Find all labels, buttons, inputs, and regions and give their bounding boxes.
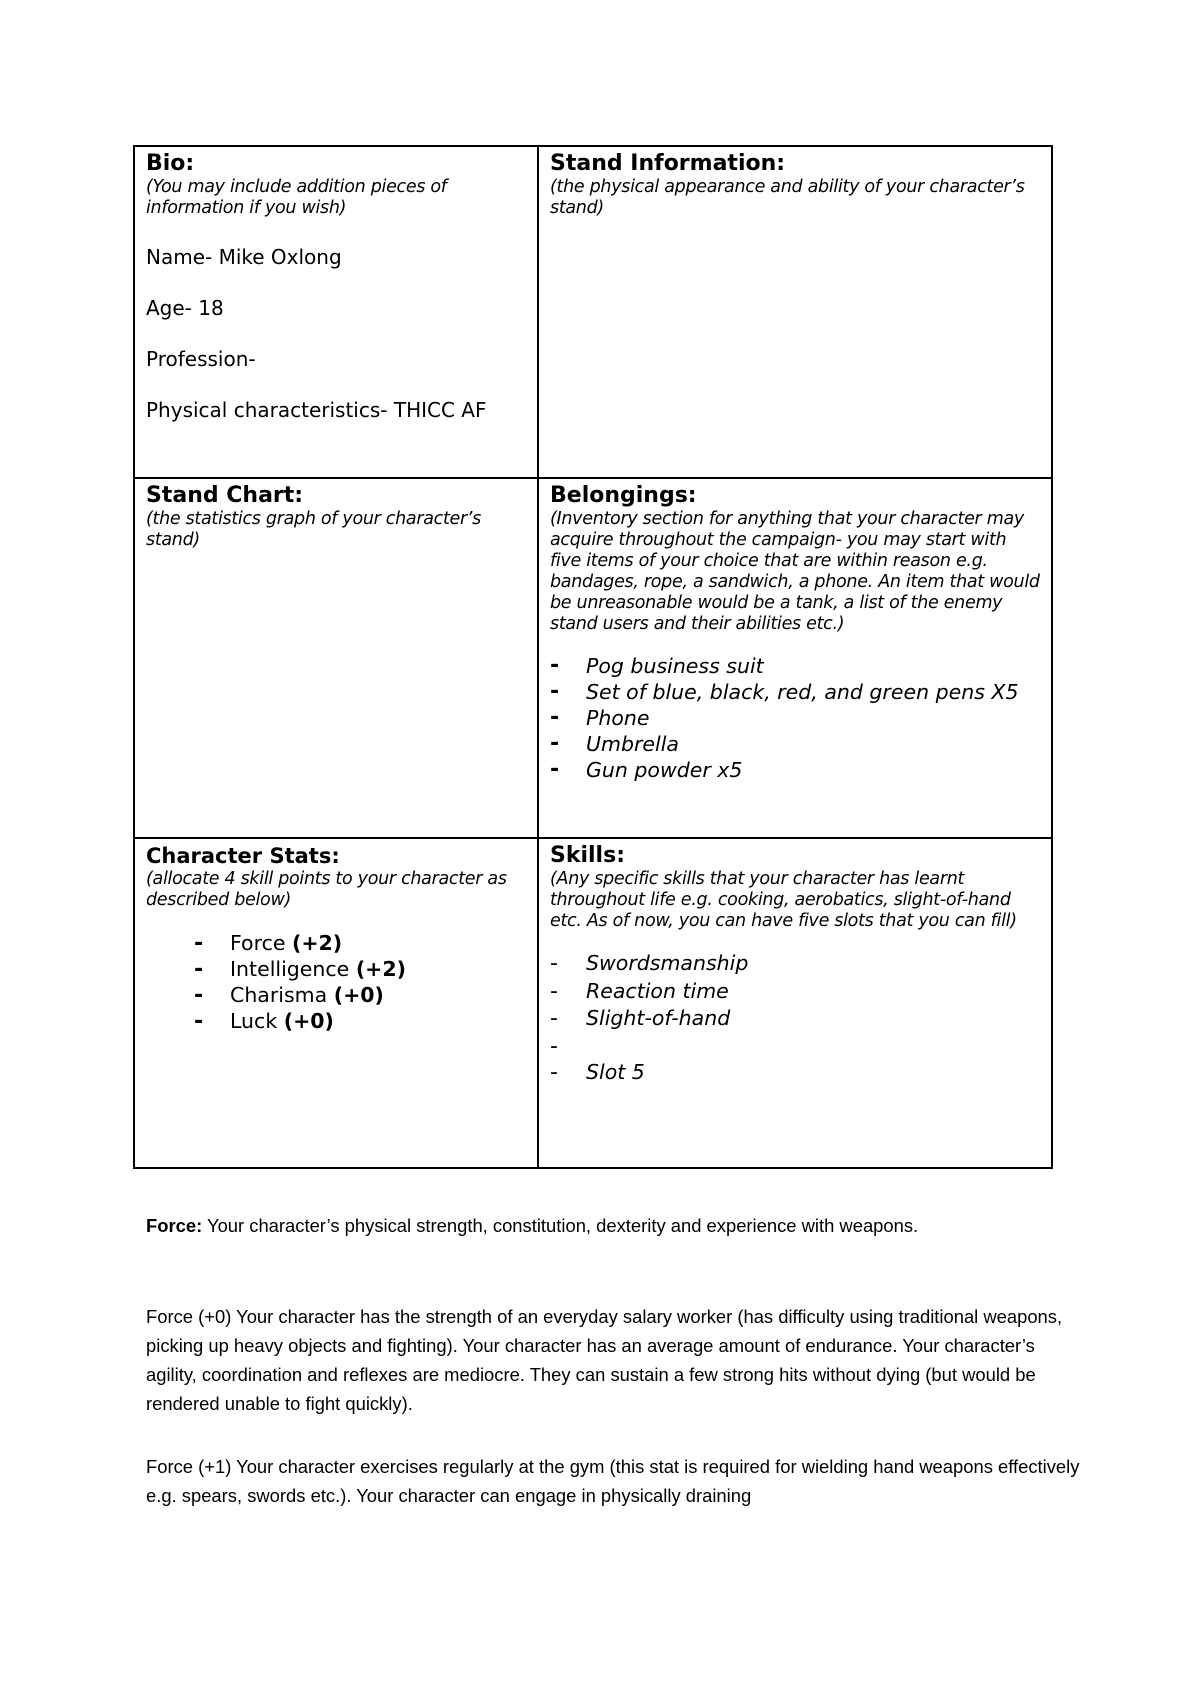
skills-cell bbox=[539, 839, 1053, 1167]
stand-chart-hint: (the statistics graph of your character’s stand) bbox=[146, 509, 481, 550]
skill-slot bbox=[550, 1033, 1041, 1059]
bio-cell bbox=[135, 147, 539, 479]
stand-information-hint: (the physical appearance and ability of your character’s stand) bbox=[550, 177, 1025, 218]
belongings-hint: (Inventory section for anything that your character may acquire throughout the campaign- you may start with five items of your choice that are within reason e.g. bandages, rope, a sandwich, a phone. An item that would be unreasonable would be a tank, a list of the enemy stand users and their abilities etc.) bbox=[550, 509, 1040, 634]
stand-chart-heading: Stand Chart: bbox=[146, 483, 304, 508]
stat-name: Intelligence bbox=[230, 957, 350, 981]
skills-list bbox=[550, 950, 1041, 1086]
bio-age: Age- 18 bbox=[146, 296, 224, 320]
stand-chart-cell bbox=[135, 479, 539, 839]
force-definition bbox=[146, 1211, 1086, 1240]
character-sheet-table bbox=[133, 145, 1053, 1169]
stat-value: (+2) bbox=[355, 957, 406, 981]
skill-slot: - Slight-of-hand bbox=[550, 1005, 1041, 1033]
bio-name: Name- Mike Oxlong bbox=[146, 245, 342, 269]
character-stats-heading: Character Stats: bbox=[146, 844, 340, 868]
character-stats-cell bbox=[135, 839, 539, 1167]
belonging-item: - Umbrella bbox=[550, 731, 1041, 757]
stat-name: Luck bbox=[230, 1009, 278, 1033]
character-stats-hint: (allocate 4 skill points to your character as described below) bbox=[146, 869, 507, 910]
force-definition-text: Your character’s physical strength, constitution, dexterity and experience with weapons. bbox=[202, 1215, 919, 1236]
skills-hint: (Any specific skills that your character has learnt throughout life e.g. cooking, aerobatics, slight-of-hand etc. As of now, you can have five slots that you can fill) bbox=[550, 869, 1017, 931]
force-level-1: Force (+1) Your character exercises regularly at the gym (this stat is required for wielding hand weapons effectively e.g. spears, swords etc.). Your character can engage in physically draining bbox=[146, 1456, 1080, 1506]
stat-charisma bbox=[194, 983, 525, 1009]
bio-heading: Bio: bbox=[146, 151, 195, 176]
skill-slot: - Swordsmanship bbox=[550, 950, 1041, 978]
skill-slot: - Reaction time bbox=[550, 978, 1041, 1006]
stats-list bbox=[146, 931, 525, 1035]
stat-name: Force bbox=[230, 931, 286, 955]
force-label: Force: bbox=[146, 1215, 203, 1236]
stand-information-cell bbox=[539, 147, 1053, 479]
skills-heading: Skills: bbox=[550, 843, 625, 868]
bio-hint: (You may include addition pieces of information if you wish) bbox=[146, 177, 447, 218]
belongings-cell bbox=[539, 479, 1053, 839]
bio-profession: Profession- bbox=[146, 347, 256, 371]
stat-intelligence bbox=[194, 957, 525, 983]
stat-name: Charisma bbox=[230, 983, 328, 1007]
belonging-item: - Pog business suit bbox=[550, 653, 1041, 679]
force-description bbox=[146, 1211, 1086, 1544]
skill-slot: - Slot 5 bbox=[550, 1059, 1041, 1087]
belonging-item: - Gun powder x5 bbox=[550, 757, 1041, 783]
belonging-item: - Phone bbox=[550, 705, 1041, 731]
stat-value: (+0) bbox=[283, 1009, 334, 1033]
belonging-item: - Set of blue, black, red, and green pens X5 bbox=[550, 679, 1041, 705]
bio-physical-characteristics: Physical characteristics- THICC AF bbox=[146, 398, 487, 422]
stat-luck bbox=[194, 1009, 525, 1035]
stat-force bbox=[194, 931, 525, 957]
force-level-0: Force (+0) Your character has the strength of an everyday salary worker (has difficulty using traditional weapons, picking up heavy objects and fighting). Your character has an average amount of endurance. Your character’s agility, coordination and reflexes are mediocre. They can sustain a few strong hits without dying (but would be rendered unable to fight quickly). bbox=[146, 1306, 1063, 1414]
stat-value: (+0) bbox=[333, 983, 384, 1007]
stand-information-heading: Stand Information: bbox=[550, 151, 786, 176]
stat-value: (+2) bbox=[292, 931, 343, 955]
belongings-list bbox=[550, 653, 1041, 783]
belongings-heading: Belongings: bbox=[550, 483, 697, 508]
